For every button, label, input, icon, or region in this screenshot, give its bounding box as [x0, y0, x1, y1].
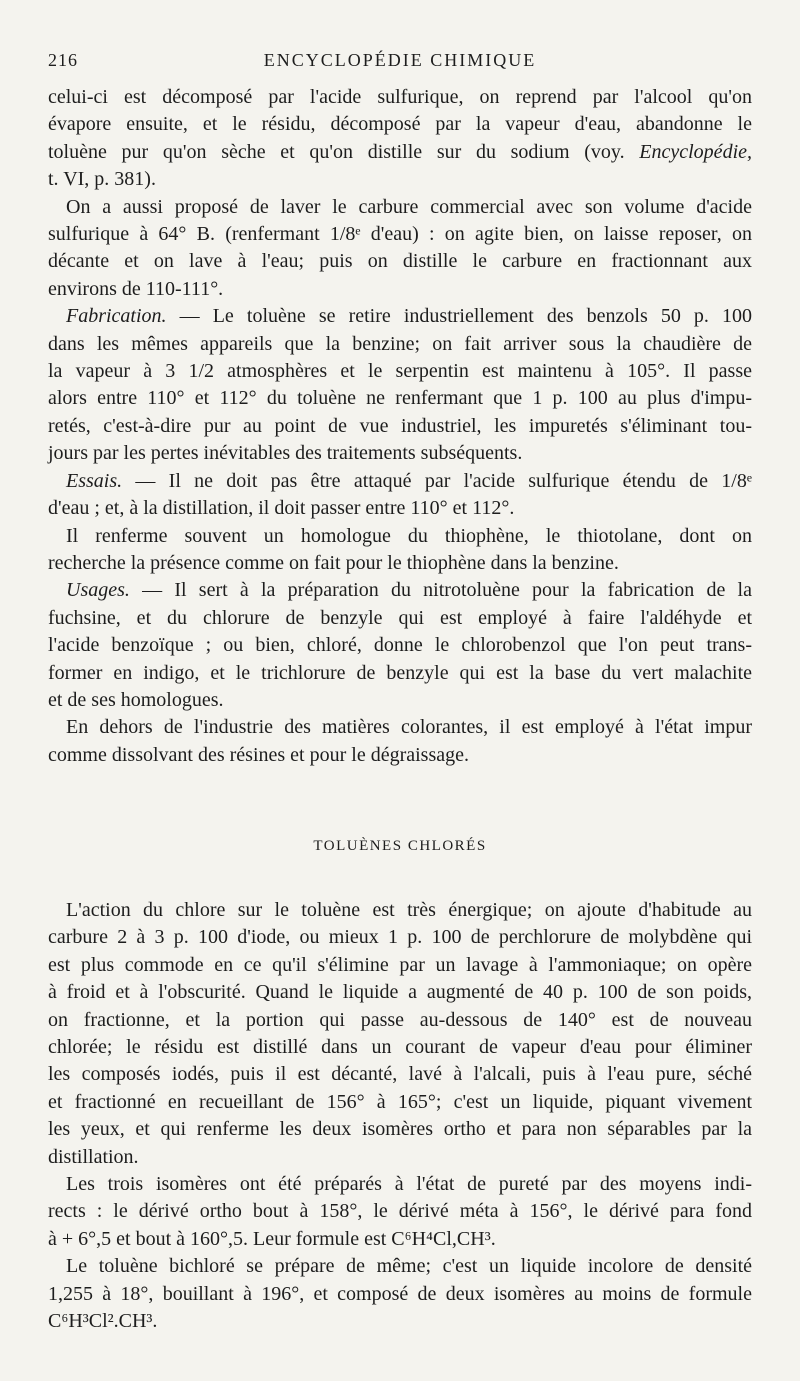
text-line: évapore ensuite, et le résidu, décomposé par la vapeur d'eau, abandonne le [48, 113, 752, 136]
text-line: distillation. [48, 1145, 139, 1168]
text-line: l'acide benzoïque ; ou bien, chloré, donne le chlorobenzol que l'on peut trans- [48, 634, 752, 657]
text-line: d'eau ; et, à la distillation, il doit passer entre 110° et 112°. [48, 497, 515, 520]
text-line: L'action du chlore sur le toluène est très énergique; on ajoute d'habitude au [66, 899, 752, 921]
text-line: alors entre 110° et 112° du toluène ne renfermant que 1 p. 100 au plus d'impu- [48, 387, 752, 410]
text-line: dans les mêmes appareils que la benzine; on fait arriver sous la chaudière de [48, 332, 752, 355]
text-line: Les trois isomères ont été préparés à l'état de pureté par des moyens indi- [66, 1173, 752, 1196]
text-line: Le toluène bichloré se prépare de même; c'est un liquide incolore de densité [66, 1255, 752, 1278]
text-line: rects : le dérivé ortho bout à 158°, le dérivé méta à 156°, le dérivé para fond [48, 1200, 752, 1223]
text-line: les composés iodés, puis il est décanté, lavé à l'alcali, puis à l'eau pure, séché [48, 1063, 752, 1086]
text-line: sulfurique à 64° B. (renfermant 1/8ᵉ d'eau) : on agite bien, on laisse reposer, on [48, 223, 752, 246]
text-line: environs de 110-111°. [48, 277, 224, 300]
text-line: comme dissolvant des résines et pour le dégraissage. [48, 743, 469, 766]
text-line: toluène pur qu'on sèche et qu'on distille sur du sodium (voy. Encyclopédie, [48, 140, 752, 163]
running-title: ENCYCLOPÉDIE CHIMIQUE [263, 50, 537, 70]
text-line: à + 6°,5 et bout à 160°,5. Leur formule est C⁶H⁴Cl,CH³. [48, 1227, 496, 1250]
text-line: on fractionne, et la portion qui passe au-dessous de 140° est de nouveau [48, 1008, 752, 1031]
text-line: jours par les pertes inévitables des traitements subséquents. [48, 442, 523, 465]
text-line: et de ses homologues. [48, 688, 224, 711]
text-line: En dehors de l'industrie des matières colorantes, il est employé à l'état impur [66, 716, 752, 739]
text-line: 1,255 à 18°, bouillant à 196°, et composé de deux isomères au moins de formule [48, 1282, 752, 1305]
running-header [48, 50, 752, 74]
text-line: la vapeur à 3 1/2 atmosphères et le serpentin est maintenu à 105°. Il passe [48, 360, 752, 383]
text-block-toluene [48, 84, 752, 769]
text-line: chlorée; le résidu est distillé dans un courant de vapeur d'eau pour éliminer [48, 1036, 752, 1059]
text-block-chlorinated [48, 897, 752, 1336]
text-line: On a aussi proposé de laver le carbure commercial avec son volume d'acide [66, 195, 752, 218]
text-line: former en indigo, et le trichlorure de benzyle qui est la base du vert malachite [48, 661, 752, 684]
text-line: à froid et à l'obscurité. Quand le liquide a augmenté de 40 p. 100 de son poids, [48, 981, 752, 1004]
text-line: Usages. — Il sert à la préparation du nitrotoluène pour la fabrication de la [66, 579, 752, 602]
page-number: 216 [48, 50, 78, 70]
text-line: décante et on lave à l'eau; puis on distille le carbure en fractionnant aux [48, 250, 752, 273]
text-line: Fabrication. — Le toluène se retire industriellement des benzols 50 p. 100 [66, 305, 752, 328]
section-title: TOLUÈNES CHLORÉS [313, 838, 487, 854]
text-line: Essais. — Il ne doit pas être attaqué par l'acide sulfurique étendu de 1/8ᵉ [66, 469, 752, 492]
text-line: retés, c'est-à-dire pur au point de vue industriel, les impuretés s'éliminant tou- [48, 414, 752, 437]
text-line: t. VI, p. 381). [48, 168, 156, 191]
text-line: fuchsine, et du chlorure de benzyle qui est employé à faire l'aldéhyde et [48, 606, 752, 629]
text-line: recherche la présence comme on fait pour le thiophène dans la benzine. [48, 551, 619, 574]
text-line: les yeux, et qui renferme les deux isomères ortho et para non séparables par la [48, 1118, 752, 1141]
text-line: C⁶H³Cl².CH³. [48, 1310, 158, 1333]
text-line: et fractionné en recueillant de 156° à 165°; c'est un liquide, piquant vivement [48, 1090, 752, 1113]
text-line: carbure 2 à 3 p. 100 d'iode, ou mieux 1 p. 100 de perchlorure de molybdène qui [48, 926, 752, 949]
text-line: celui-ci est décomposé par l'acide sulfurique, on reprend par l'alcool qu'on [48, 86, 752, 108]
text-line: est plus commode en ce qu'il s'élimine par un lavage à l'ammoniaque; on opère [48, 953, 752, 976]
text-line: Il renferme souvent un homologue du thiophène, le thiotolane, dont on [66, 524, 752, 547]
